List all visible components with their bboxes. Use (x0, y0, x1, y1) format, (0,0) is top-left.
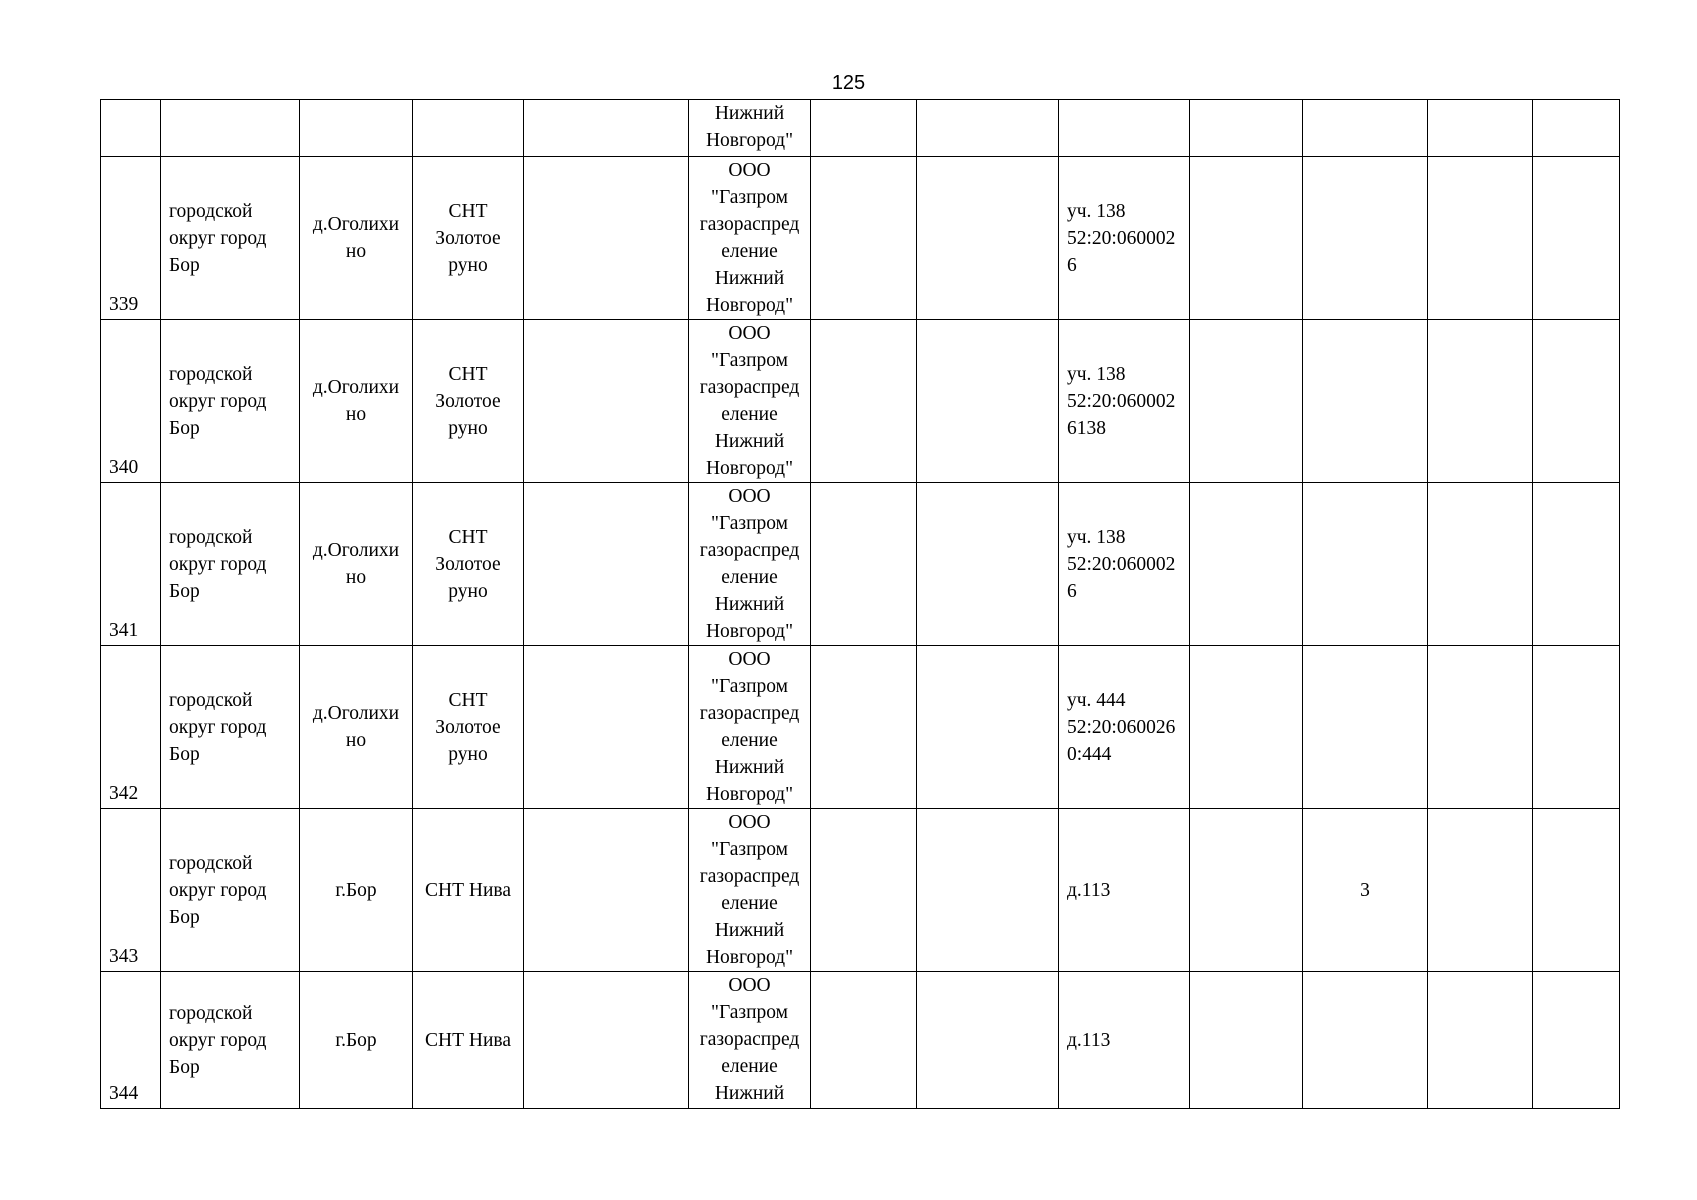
locality-line: но (345, 567, 367, 588)
cell-organization (689, 100, 811, 157)
plot-line: уч. 138 (1067, 363, 1126, 385)
organization-line: "Газпром (710, 350, 788, 371)
cell-count (1303, 483, 1428, 646)
snt-line: руно (448, 580, 488, 602)
cell-empty (917, 809, 1059, 972)
locality-line: но (345, 730, 367, 751)
organization-line: "Газпром (710, 1002, 788, 1023)
organization-line: еление (721, 730, 778, 751)
cell-plot (1059, 483, 1190, 646)
cell-count (1303, 646, 1428, 809)
cell-empty (1190, 646, 1303, 809)
district-line: Бор (169, 580, 200, 602)
cell-district (161, 100, 300, 157)
organization-line: газораспред (699, 703, 800, 724)
cell-empty (1533, 646, 1620, 809)
snt-line: Золотое (435, 553, 501, 575)
cell-organization (689, 809, 811, 972)
plot-line: д.113 (1067, 1029, 1111, 1051)
cell-empty (524, 483, 689, 646)
snt-line: СНТ (448, 200, 488, 222)
cell-num: 343 (101, 809, 161, 972)
locality-line: г.Бор (335, 879, 377, 901)
cell-empty (1190, 320, 1303, 483)
plot-line: 52:20:060002 (1067, 227, 1176, 249)
cell-locality (300, 809, 413, 972)
cell-empty (917, 100, 1059, 157)
cell-num: 340 (101, 320, 161, 483)
cell-district (161, 483, 300, 646)
cell-num: 339 (101, 157, 161, 320)
organization-line: ООО (728, 486, 771, 507)
district-line: округ город (169, 553, 267, 575)
snt-line: СНТ (448, 526, 488, 548)
cell-count (1303, 157, 1428, 320)
cell-locality (300, 483, 413, 646)
snt-line: Золотое (435, 390, 501, 412)
cell-empty (917, 972, 1059, 1109)
gas-connection-table (100, 99, 1620, 1109)
cell-district (161, 157, 300, 320)
plot-line: 52:20:060002 (1067, 553, 1176, 575)
snt-line: Золотое (435, 716, 501, 738)
cell-snt (413, 320, 524, 483)
cell-district (161, 646, 300, 809)
organization-line: газораспред (699, 1029, 800, 1050)
cell-empty (524, 100, 689, 157)
snt-line: СНТ Нива (425, 1029, 511, 1051)
snt-line: руно (448, 417, 488, 439)
district-line: городской (169, 526, 253, 548)
cell-count (1303, 972, 1428, 1109)
district-line: Бор (169, 743, 200, 765)
table-body (101, 100, 1620, 1109)
cell-empty (917, 483, 1059, 646)
district-line: округ город (169, 716, 267, 738)
cell-empty (1428, 157, 1533, 320)
organization-line: Новгород" (705, 621, 794, 642)
cell-count (1303, 100, 1428, 157)
district-line: городской (169, 1002, 253, 1024)
district-line: Бор (169, 1056, 200, 1078)
cell-plot (1059, 157, 1190, 320)
cell-organization (689, 646, 811, 809)
cell-empty (811, 809, 917, 972)
district-line: Бор (169, 417, 200, 439)
cell-district (161, 809, 300, 972)
cell-num: 341 (101, 483, 161, 646)
organization-line: Нижний (714, 103, 785, 124)
snt-line: Золотое (435, 227, 501, 249)
cell-empty (1533, 483, 1620, 646)
snt-line: СНТ Нива (425, 879, 511, 901)
cell-empty (1428, 483, 1533, 646)
plot-line: 6 (1067, 580, 1077, 602)
cell-empty (524, 646, 689, 809)
cell-empty (1428, 646, 1533, 809)
cell-empty (1428, 100, 1533, 157)
locality-line: д.Оголихи (312, 214, 400, 235)
table-row (101, 809, 1620, 972)
plot-line: уч. 138 (1067, 200, 1126, 222)
cell-empty (811, 483, 917, 646)
organization-line: Нижний (714, 594, 785, 615)
cell-empty (1533, 100, 1620, 157)
cell-empty (917, 157, 1059, 320)
cell-empty (811, 157, 917, 320)
organization-line: ООО (728, 160, 771, 181)
district-line: Бор (169, 906, 200, 928)
cell-district (161, 320, 300, 483)
snt-line: руно (448, 743, 488, 765)
organization-line: Нижний (714, 920, 785, 941)
organization-line: Нижний (714, 431, 785, 452)
plot-line: 52:20:060026 (1067, 716, 1176, 738)
cell-empty (811, 100, 917, 157)
cell-locality (300, 972, 413, 1109)
organization-line: газораспред (699, 540, 800, 561)
district-line: округ город (169, 1029, 267, 1051)
cell-empty (1428, 972, 1533, 1109)
cell-empty (1190, 483, 1303, 646)
cell-plot (1059, 320, 1190, 483)
organization-line: "Газпром (710, 839, 788, 860)
locality-line: но (345, 404, 367, 425)
cell-empty (1428, 809, 1533, 972)
organization-line: Новгород" (705, 947, 794, 968)
locality-line: г.Бор (335, 1029, 377, 1051)
cell-empty (524, 157, 689, 320)
cell-snt (413, 483, 524, 646)
cell-district (161, 972, 300, 1109)
snt-line: СНТ (448, 363, 488, 385)
cell-organization (689, 320, 811, 483)
plot-line: 6 (1067, 254, 1077, 276)
cell-empty (917, 646, 1059, 809)
organization-line: ООО (728, 323, 771, 344)
cell-snt (413, 100, 524, 157)
organization-line: еление (721, 404, 778, 425)
cell-organization (689, 157, 811, 320)
cell-snt (413, 646, 524, 809)
cell-locality (300, 646, 413, 809)
cell-empty (1190, 972, 1303, 1109)
table-row (101, 483, 1620, 646)
plot-line: д.113 (1067, 879, 1111, 901)
organization-line: ООО (728, 812, 771, 833)
organization-line: ООО (728, 649, 771, 670)
district-line: городской (169, 363, 253, 385)
organization-line: Новгород" (705, 295, 794, 316)
cell-plot (1059, 972, 1190, 1109)
cell-empty (1533, 320, 1620, 483)
cell-plot (1059, 809, 1190, 972)
district-line: городской (169, 200, 253, 222)
cell-plot (1059, 646, 1190, 809)
cell-organization (689, 972, 811, 1109)
organization-line: газораспред (699, 377, 800, 398)
cell-snt (413, 157, 524, 320)
plot-line: 0:444 (1067, 743, 1112, 765)
cell-organization (689, 483, 811, 646)
cell-empty (811, 972, 917, 1109)
organization-line: Нижний (714, 757, 785, 778)
table-row (101, 157, 1620, 320)
cell-locality (300, 157, 413, 320)
organization-line: Новгород" (705, 458, 794, 479)
cell-count: 3 (1303, 809, 1428, 972)
cell-empty (1190, 100, 1303, 157)
cell-empty (1533, 972, 1620, 1109)
cell-empty (1190, 157, 1303, 320)
district-line: городской (169, 852, 253, 874)
organization-line: еление (721, 893, 778, 914)
plot-line: уч. 444 (1067, 689, 1126, 711)
snt-line: руно (448, 254, 488, 276)
organization-line: Нижний (714, 1083, 785, 1104)
cell-plot (1059, 100, 1190, 157)
organization-line: еление (721, 1056, 778, 1077)
cell-num: 344 (101, 972, 161, 1109)
organization-line: Новгород" (705, 784, 794, 805)
organization-line: газораспред (699, 866, 800, 887)
cell-empty (1533, 809, 1620, 972)
table-row-continued (101, 100, 1620, 157)
plot-line: 52:20:060002 (1067, 390, 1176, 412)
district-line: округ город (169, 227, 267, 249)
table-row (101, 646, 1620, 809)
cell-empty (1190, 809, 1303, 972)
cell-num (101, 100, 161, 157)
cell-empty (1428, 320, 1533, 483)
cell-empty (917, 320, 1059, 483)
cell-locality (300, 100, 413, 157)
district-line: городской (169, 689, 253, 711)
cell-snt (413, 972, 524, 1109)
organization-line: "Газпром (710, 676, 788, 697)
cell-empty (811, 646, 917, 809)
district-line: Бор (169, 254, 200, 276)
organization-line: "Газпром (710, 513, 788, 534)
locality-line: д.Оголихи (312, 540, 400, 561)
plot-line: уч. 138 (1067, 526, 1126, 548)
cell-empty (524, 320, 689, 483)
cell-count (1303, 320, 1428, 483)
locality-line: д.Оголихи (312, 377, 400, 398)
cell-snt (413, 809, 524, 972)
organization-line: Новгород" (705, 130, 794, 151)
organization-line: Нижний (714, 268, 785, 289)
snt-line: СНТ (448, 689, 488, 711)
cell-empty (811, 320, 917, 483)
district-line: округ город (169, 390, 267, 412)
cell-empty (524, 972, 689, 1109)
cell-empty (524, 809, 689, 972)
organization-line: еление (721, 241, 778, 262)
organization-line: газораспред (699, 214, 800, 235)
locality-line: д.Оголихи (312, 703, 400, 724)
organization-line: "Газпром (710, 187, 788, 208)
plot-line: 6138 (1067, 417, 1106, 439)
page-number: 125 (831, 72, 866, 94)
locality-line: но (345, 241, 367, 262)
cell-num: 342 (101, 646, 161, 809)
table-row (101, 320, 1620, 483)
district-line: округ город (169, 879, 267, 901)
table-row (101, 972, 1620, 1109)
cell-locality (300, 320, 413, 483)
organization-line: ООО (728, 975, 771, 996)
organization-line: еление (721, 567, 778, 588)
cell-empty (1533, 157, 1620, 320)
